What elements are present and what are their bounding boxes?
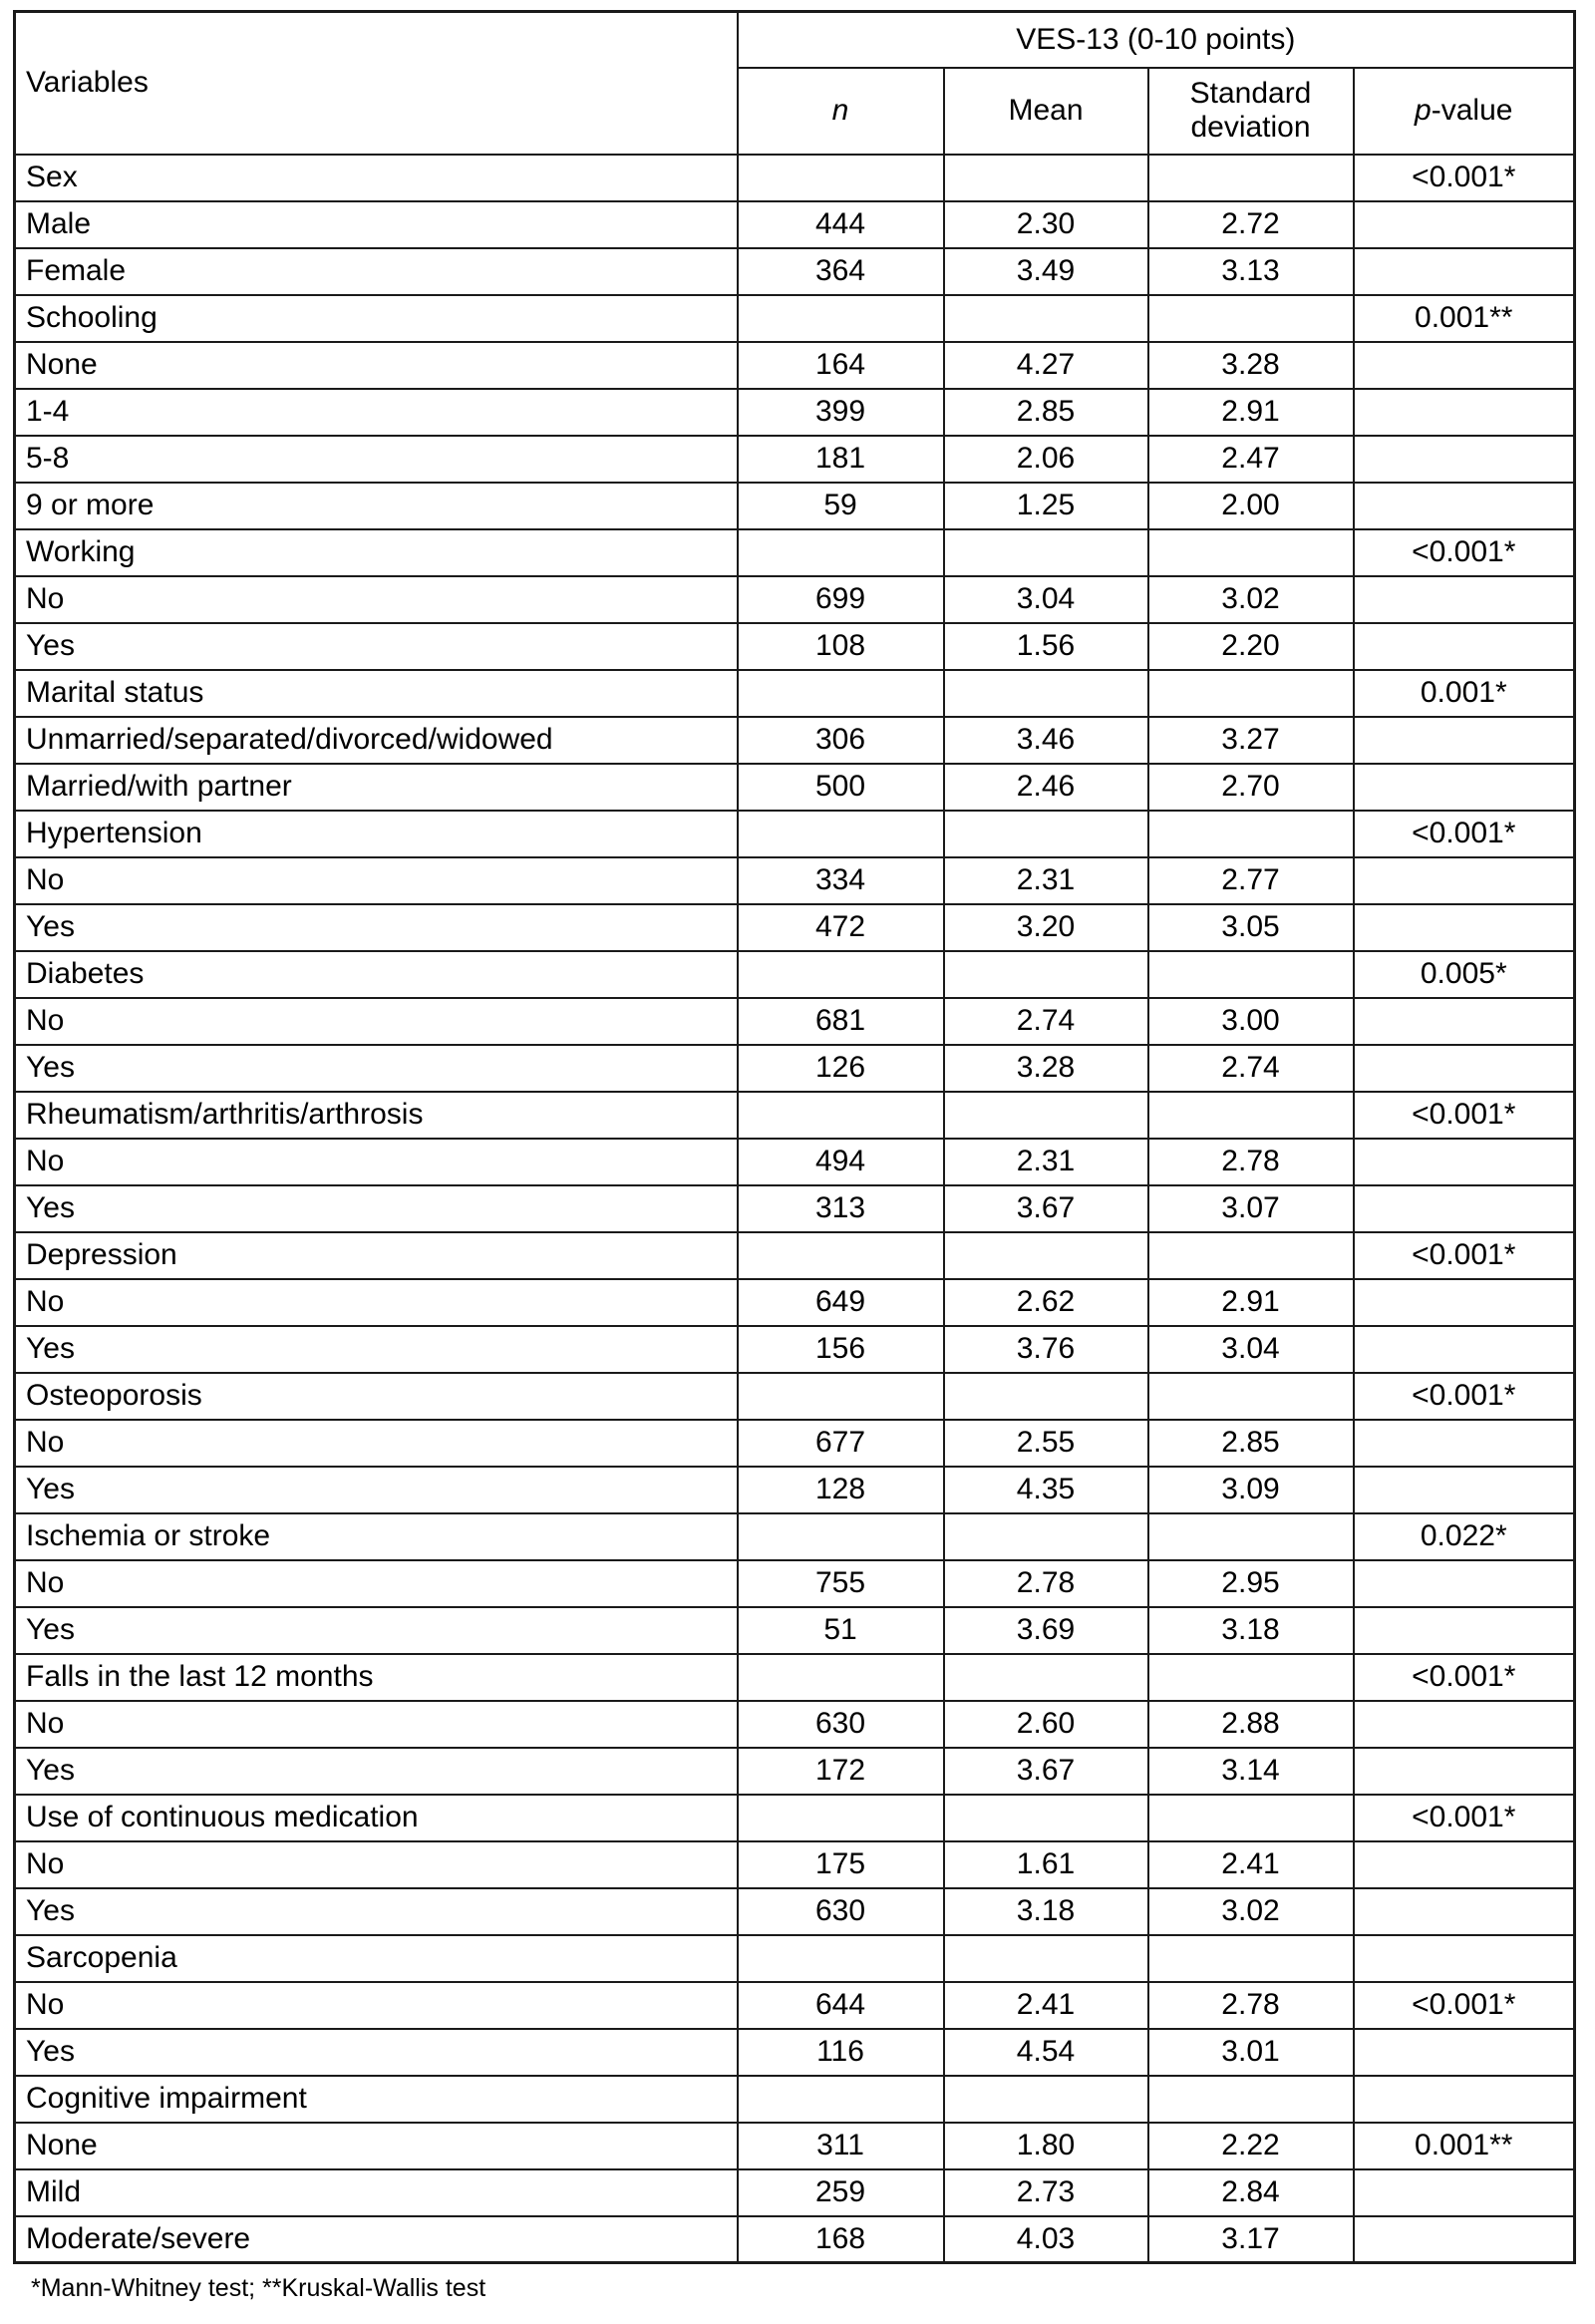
cell-mean bbox=[944, 1795, 1148, 1841]
cell-standard-deviation: 3.05 bbox=[1148, 904, 1354, 951]
table-row bbox=[15, 483, 1575, 529]
table-row bbox=[15, 670, 1575, 717]
table-row bbox=[15, 342, 1575, 389]
cell-p-value bbox=[1354, 576, 1575, 623]
row-level-label: Married/with partner bbox=[15, 764, 738, 811]
row-level-label: Yes bbox=[15, 904, 738, 951]
cell-p-value bbox=[1354, 1185, 1575, 1232]
cell-p-value: <0.001* bbox=[1354, 1654, 1575, 1701]
cell-n: 364 bbox=[738, 248, 944, 295]
cell-standard-deviation bbox=[1148, 1232, 1354, 1279]
row-level-label: Mild bbox=[15, 2169, 738, 2216]
cell-p-value bbox=[1354, 1701, 1575, 1748]
cell-p-value bbox=[1354, 1607, 1575, 1654]
table-row bbox=[15, 1560, 1575, 1607]
cell-p-value: 0.022* bbox=[1354, 1513, 1575, 1560]
cell-p-value bbox=[1354, 2076, 1575, 2123]
cell-mean: 3.46 bbox=[944, 717, 1148, 764]
cell-p-value bbox=[1354, 201, 1575, 248]
table-row bbox=[15, 717, 1575, 764]
column-header-p-suffix: -value bbox=[1431, 94, 1513, 128]
cell-mean: 3.04 bbox=[944, 576, 1148, 623]
cell-n: 649 bbox=[738, 1279, 944, 1326]
row-category-label: Depression bbox=[15, 1232, 738, 1279]
cell-mean bbox=[944, 2076, 1148, 2123]
cell-mean: 3.18 bbox=[944, 1888, 1148, 1935]
cell-mean: 1.56 bbox=[944, 623, 1148, 670]
cell-p-value bbox=[1354, 998, 1575, 1045]
cell-p-value: 0.005* bbox=[1354, 951, 1575, 998]
table-footnote: *Mann-Whitney test; **Kruskal-Wallis test bbox=[31, 2274, 486, 2302]
cell-standard-deviation: 3.18 bbox=[1148, 1607, 1354, 1654]
cell-n: 164 bbox=[738, 342, 944, 389]
row-level-label: No bbox=[15, 1841, 738, 1888]
cell-standard-deviation: 3.09 bbox=[1148, 1467, 1354, 1513]
column-header-sd-line1: Standard bbox=[1189, 77, 1312, 111]
cell-mean: 1.25 bbox=[944, 483, 1148, 529]
table-row bbox=[15, 2216, 1575, 2263]
cell-standard-deviation: 3.02 bbox=[1148, 1888, 1354, 1935]
row-level-label: No bbox=[15, 998, 738, 1045]
table-row bbox=[15, 1748, 1575, 1795]
column-header-mean: Mean bbox=[944, 68, 1148, 155]
cell-mean: 2.60 bbox=[944, 1701, 1148, 1748]
cell-p-value bbox=[1354, 904, 1575, 951]
table-row bbox=[15, 1045, 1575, 1092]
table-row bbox=[15, 857, 1575, 904]
cell-standard-deviation bbox=[1148, 670, 1354, 717]
cell-mean bbox=[944, 529, 1148, 576]
table-body bbox=[15, 155, 1575, 2263]
cell-p-value bbox=[1354, 857, 1575, 904]
cell-p-value bbox=[1354, 1045, 1575, 1092]
cell-p-value bbox=[1354, 1560, 1575, 1607]
cell-n: 681 bbox=[738, 998, 944, 1045]
cell-p-value: <0.001* bbox=[1354, 1982, 1575, 2029]
cell-standard-deviation: 3.27 bbox=[1148, 717, 1354, 764]
row-category-label: Osteoporosis bbox=[15, 1373, 738, 1420]
table-row bbox=[15, 2169, 1575, 2216]
cell-n: 156 bbox=[738, 1326, 944, 1373]
column-header-group-ves13: VES-13 (0-10 points) bbox=[738, 12, 1575, 68]
cell-n: 175 bbox=[738, 1841, 944, 1888]
cell-n bbox=[738, 1092, 944, 1139]
cell-n: 644 bbox=[738, 1982, 944, 2029]
cell-standard-deviation bbox=[1148, 155, 1354, 201]
cell-p-value bbox=[1354, 483, 1575, 529]
cell-mean bbox=[944, 951, 1148, 998]
row-level-label: Yes bbox=[15, 1045, 738, 1092]
cell-p-value: <0.001* bbox=[1354, 1373, 1575, 1420]
row-category-label: Schooling bbox=[15, 295, 738, 342]
row-level-label: No bbox=[15, 1701, 738, 1748]
cell-n: 181 bbox=[738, 436, 944, 483]
cell-p-value: 0.001** bbox=[1354, 295, 1575, 342]
row-category-label: Diabetes bbox=[15, 951, 738, 998]
row-category-label: Falls in the last 12 months bbox=[15, 1654, 738, 1701]
row-category-label: Sex bbox=[15, 155, 738, 201]
cell-standard-deviation: 3.13 bbox=[1148, 248, 1354, 295]
table-row bbox=[15, 436, 1575, 483]
cell-p-value: 0.001** bbox=[1354, 2123, 1575, 2169]
table-row bbox=[15, 2029, 1575, 2076]
cell-p-value bbox=[1354, 1279, 1575, 1326]
cell-standard-deviation bbox=[1148, 811, 1354, 857]
cell-p-value bbox=[1354, 2029, 1575, 2076]
column-header-variables: Variables bbox=[15, 12, 738, 155]
cell-n: 172 bbox=[738, 1748, 944, 1795]
cell-mean: 4.27 bbox=[944, 342, 1148, 389]
cell-mean: 2.73 bbox=[944, 2169, 1148, 2216]
table-row bbox=[15, 1841, 1575, 1888]
cell-standard-deviation: 3.00 bbox=[1148, 998, 1354, 1045]
cell-n bbox=[738, 295, 944, 342]
cell-mean: 3.69 bbox=[944, 1607, 1148, 1654]
row-level-label: Yes bbox=[15, 2029, 738, 2076]
cell-mean bbox=[944, 811, 1148, 857]
row-category-label: Working bbox=[15, 529, 738, 576]
table-row bbox=[15, 1701, 1575, 1748]
cell-standard-deviation bbox=[1148, 1795, 1354, 1841]
cell-p-value bbox=[1354, 717, 1575, 764]
table-header bbox=[15, 12, 1575, 155]
cell-mean: 3.49 bbox=[944, 248, 1148, 295]
row-level-label: Yes bbox=[15, 1467, 738, 1513]
cell-n: 59 bbox=[738, 483, 944, 529]
cell-p-value bbox=[1354, 1420, 1575, 1467]
cell-standard-deviation bbox=[1148, 951, 1354, 998]
table-row bbox=[15, 248, 1575, 295]
table-row bbox=[15, 295, 1575, 342]
table-row bbox=[15, 1888, 1575, 1935]
cell-n bbox=[738, 1654, 944, 1701]
column-header-p-prefix: p bbox=[1415, 94, 1432, 128]
table-row bbox=[15, 1279, 1575, 1326]
cell-mean: 3.67 bbox=[944, 1748, 1148, 1795]
cell-standard-deviation: 3.04 bbox=[1148, 1326, 1354, 1373]
table-row bbox=[15, 1326, 1575, 1373]
cell-mean bbox=[944, 295, 1148, 342]
cell-standard-deviation: 2.72 bbox=[1148, 201, 1354, 248]
row-category-label: Sarcopenia bbox=[15, 1935, 738, 1982]
table-row bbox=[15, 2123, 1575, 2169]
cell-mean bbox=[944, 1654, 1148, 1701]
cell-n bbox=[738, 155, 944, 201]
row-level-label: None bbox=[15, 342, 738, 389]
cell-standard-deviation: 3.07 bbox=[1148, 1185, 1354, 1232]
table-row bbox=[15, 1232, 1575, 1279]
cell-standard-deviation: 2.78 bbox=[1148, 1982, 1354, 2029]
table-row bbox=[15, 1092, 1575, 1139]
cell-p-value: <0.001* bbox=[1354, 529, 1575, 576]
cell-standard-deviation: 2.91 bbox=[1148, 1279, 1354, 1326]
cell-standard-deviation: 2.95 bbox=[1148, 1560, 1354, 1607]
row-level-label: Yes bbox=[15, 1748, 738, 1795]
table-row bbox=[15, 998, 1575, 1045]
table-row bbox=[15, 201, 1575, 248]
cell-n: 334 bbox=[738, 857, 944, 904]
cell-n: 126 bbox=[738, 1045, 944, 1092]
cell-mean: 2.41 bbox=[944, 1982, 1148, 2029]
column-header-sd-line2: deviation bbox=[1190, 111, 1311, 144]
cell-n: 108 bbox=[738, 623, 944, 670]
cell-n: 259 bbox=[738, 2169, 944, 2216]
cell-standard-deviation: 3.28 bbox=[1148, 342, 1354, 389]
cell-mean: 2.06 bbox=[944, 436, 1148, 483]
row-level-label: No bbox=[15, 1560, 738, 1607]
table-row bbox=[15, 1607, 1575, 1654]
cell-n: 444 bbox=[738, 201, 944, 248]
cell-mean bbox=[944, 1513, 1148, 1560]
cell-mean: 2.55 bbox=[944, 1420, 1148, 1467]
cell-mean: 3.28 bbox=[944, 1045, 1148, 1092]
cell-standard-deviation: 2.77 bbox=[1148, 857, 1354, 904]
cell-p-value bbox=[1354, 623, 1575, 670]
cell-n bbox=[738, 1373, 944, 1420]
row-level-label: Female bbox=[15, 248, 738, 295]
cell-mean: 2.46 bbox=[944, 764, 1148, 811]
cell-p-value bbox=[1354, 1139, 1575, 1185]
row-level-label: Yes bbox=[15, 1326, 738, 1373]
row-category-label: Rheumatism/arthritis/arthrosis bbox=[15, 1092, 738, 1139]
row-level-label: Moderate/severe bbox=[15, 2216, 738, 2263]
cell-mean: 2.62 bbox=[944, 1279, 1148, 1326]
cell-n bbox=[738, 811, 944, 857]
table-row bbox=[15, 1513, 1575, 1560]
row-level-label: No bbox=[15, 576, 738, 623]
cell-p-value: 0.001* bbox=[1354, 670, 1575, 717]
table-row bbox=[15, 904, 1575, 951]
table-row bbox=[15, 1654, 1575, 1701]
cell-n bbox=[738, 2076, 944, 2123]
column-header-n bbox=[738, 68, 944, 155]
cell-p-value bbox=[1354, 1935, 1575, 1982]
cell-n: 51 bbox=[738, 1607, 944, 1654]
cell-n: 755 bbox=[738, 1560, 944, 1607]
cell-standard-deviation: 2.20 bbox=[1148, 623, 1354, 670]
table-row bbox=[15, 1139, 1575, 1185]
cell-mean: 2.31 bbox=[944, 857, 1148, 904]
table-row bbox=[15, 764, 1575, 811]
cell-p-value bbox=[1354, 1467, 1575, 1513]
cell-n: 168 bbox=[738, 2216, 944, 2263]
table-row bbox=[15, 623, 1575, 670]
header-row-group bbox=[15, 12, 1575, 68]
table-row bbox=[15, 951, 1575, 998]
row-level-label: No bbox=[15, 1279, 738, 1326]
cell-p-value bbox=[1354, 436, 1575, 483]
column-header-standard-deviation bbox=[1148, 68, 1354, 155]
cell-n: 630 bbox=[738, 1888, 944, 1935]
row-level-label: Yes bbox=[15, 1185, 738, 1232]
row-level-label: Yes bbox=[15, 623, 738, 670]
cell-n: 699 bbox=[738, 576, 944, 623]
row-level-label: No bbox=[15, 857, 738, 904]
cell-standard-deviation: 2.00 bbox=[1148, 483, 1354, 529]
cell-p-value bbox=[1354, 342, 1575, 389]
cell-p-value bbox=[1354, 389, 1575, 436]
cell-mean: 2.78 bbox=[944, 1560, 1148, 1607]
cell-standard-deviation: 3.02 bbox=[1148, 576, 1354, 623]
cell-standard-deviation: 2.85 bbox=[1148, 1420, 1354, 1467]
cell-mean bbox=[944, 1935, 1148, 1982]
cell-n: 311 bbox=[738, 2123, 944, 2169]
cell-standard-deviation: 2.74 bbox=[1148, 1045, 1354, 1092]
row-level-label: Yes bbox=[15, 1888, 738, 1935]
row-category-label: Use of continuous medication bbox=[15, 1795, 738, 1841]
cell-standard-deviation: 2.22 bbox=[1148, 2123, 1354, 2169]
cell-n: 128 bbox=[738, 1467, 944, 1513]
cell-p-value bbox=[1354, 764, 1575, 811]
cell-standard-deviation: 3.01 bbox=[1148, 2029, 1354, 2076]
table-row bbox=[15, 1982, 1575, 2029]
cell-mean bbox=[944, 1373, 1148, 1420]
cell-n: 677 bbox=[738, 1420, 944, 1467]
cell-standard-deviation bbox=[1148, 1513, 1354, 1560]
row-level-label: 1-4 bbox=[15, 389, 738, 436]
cell-p-value: <0.001* bbox=[1354, 1232, 1575, 1279]
cell-mean: 3.76 bbox=[944, 1326, 1148, 1373]
cell-p-value bbox=[1354, 1326, 1575, 1373]
cell-n: 116 bbox=[738, 2029, 944, 2076]
cell-p-value bbox=[1354, 2169, 1575, 2216]
cell-mean bbox=[944, 670, 1148, 717]
cell-p-value bbox=[1354, 2216, 1575, 2263]
cell-n bbox=[738, 670, 944, 717]
row-level-label: No bbox=[15, 1982, 738, 2029]
row-level-label: No bbox=[15, 1420, 738, 1467]
cell-n: 630 bbox=[738, 1701, 944, 1748]
cell-standard-deviation: 2.47 bbox=[1148, 436, 1354, 483]
cell-n bbox=[738, 1513, 944, 1560]
cell-n bbox=[738, 529, 944, 576]
row-level-label: Unmarried/separated/divorced/widowed bbox=[15, 717, 738, 764]
cell-p-value bbox=[1354, 1841, 1575, 1888]
cell-n: 313 bbox=[738, 1185, 944, 1232]
cell-standard-deviation: 3.17 bbox=[1148, 2216, 1354, 2263]
cell-n bbox=[738, 951, 944, 998]
cell-p-value: <0.001* bbox=[1354, 155, 1575, 201]
cell-n bbox=[738, 1232, 944, 1279]
table-row bbox=[15, 1185, 1575, 1232]
table-row bbox=[15, 529, 1575, 576]
column-header-n-label: n bbox=[831, 94, 849, 128]
table-row bbox=[15, 1420, 1575, 1467]
cell-mean bbox=[944, 1092, 1148, 1139]
cell-standard-deviation: 2.41 bbox=[1148, 1841, 1354, 1888]
cell-standard-deviation: 2.78 bbox=[1148, 1139, 1354, 1185]
table-row bbox=[15, 1373, 1575, 1420]
table-row bbox=[15, 1467, 1575, 1513]
table-row bbox=[15, 576, 1575, 623]
row-level-label: Male bbox=[15, 201, 738, 248]
cell-mean bbox=[944, 155, 1148, 201]
cell-p-value bbox=[1354, 248, 1575, 295]
cell-n bbox=[738, 1935, 944, 1982]
cell-standard-deviation bbox=[1148, 1935, 1354, 1982]
cell-n: 494 bbox=[738, 1139, 944, 1185]
row-category-label: Marital status bbox=[15, 670, 738, 717]
cell-mean: 1.61 bbox=[944, 1841, 1148, 1888]
cell-n: 306 bbox=[738, 717, 944, 764]
row-level-label: 5-8 bbox=[15, 436, 738, 483]
cell-standard-deviation: 2.91 bbox=[1148, 389, 1354, 436]
cell-mean: 2.31 bbox=[944, 1139, 1148, 1185]
table-row bbox=[15, 811, 1575, 857]
row-level-label: None bbox=[15, 2123, 738, 2169]
ves13-statistics-table bbox=[13, 10, 1576, 2264]
cell-mean bbox=[944, 1232, 1148, 1279]
cell-standard-deviation bbox=[1148, 295, 1354, 342]
cell-n bbox=[738, 1795, 944, 1841]
table-row bbox=[15, 389, 1575, 436]
cell-standard-deviation bbox=[1148, 529, 1354, 576]
table-row bbox=[15, 155, 1575, 201]
cell-mean: 4.35 bbox=[944, 1467, 1148, 1513]
cell-n: 472 bbox=[738, 904, 944, 951]
cell-p-value bbox=[1354, 1888, 1575, 1935]
cell-p-value: <0.001* bbox=[1354, 811, 1575, 857]
row-level-label: Yes bbox=[15, 1607, 738, 1654]
cell-mean: 2.85 bbox=[944, 389, 1148, 436]
cell-p-value: <0.001* bbox=[1354, 1795, 1575, 1841]
row-category-label: Cognitive impairment bbox=[15, 2076, 738, 2123]
cell-p-value bbox=[1354, 1748, 1575, 1795]
cell-standard-deviation: 2.88 bbox=[1148, 1701, 1354, 1748]
cell-mean: 1.80 bbox=[944, 2123, 1148, 2169]
cell-standard-deviation bbox=[1148, 1092, 1354, 1139]
row-category-label: Ischemia or stroke bbox=[15, 1513, 738, 1560]
cell-mean: 2.30 bbox=[944, 201, 1148, 248]
cell-standard-deviation: 3.14 bbox=[1148, 1748, 1354, 1795]
row-level-label: 9 or more bbox=[15, 483, 738, 529]
cell-standard-deviation: 2.84 bbox=[1148, 2169, 1354, 2216]
table-row bbox=[15, 2076, 1575, 2123]
cell-n: 500 bbox=[738, 764, 944, 811]
table-row bbox=[15, 1935, 1575, 1982]
cell-standard-deviation bbox=[1148, 1654, 1354, 1701]
cell-standard-deviation bbox=[1148, 2076, 1354, 2123]
cell-standard-deviation: 2.70 bbox=[1148, 764, 1354, 811]
table-row bbox=[15, 1795, 1575, 1841]
cell-standard-deviation bbox=[1148, 1373, 1354, 1420]
cell-mean: 3.67 bbox=[944, 1185, 1148, 1232]
row-level-label: No bbox=[15, 1139, 738, 1185]
cell-p-value: <0.001* bbox=[1354, 1092, 1575, 1139]
column-header-p-value bbox=[1354, 68, 1575, 155]
row-category-label: Hypertension bbox=[15, 811, 738, 857]
cell-mean: 4.03 bbox=[944, 2216, 1148, 2263]
cell-mean: 4.54 bbox=[944, 2029, 1148, 2076]
cell-mean: 3.20 bbox=[944, 904, 1148, 951]
cell-mean: 2.74 bbox=[944, 998, 1148, 1045]
cell-n: 399 bbox=[738, 389, 944, 436]
